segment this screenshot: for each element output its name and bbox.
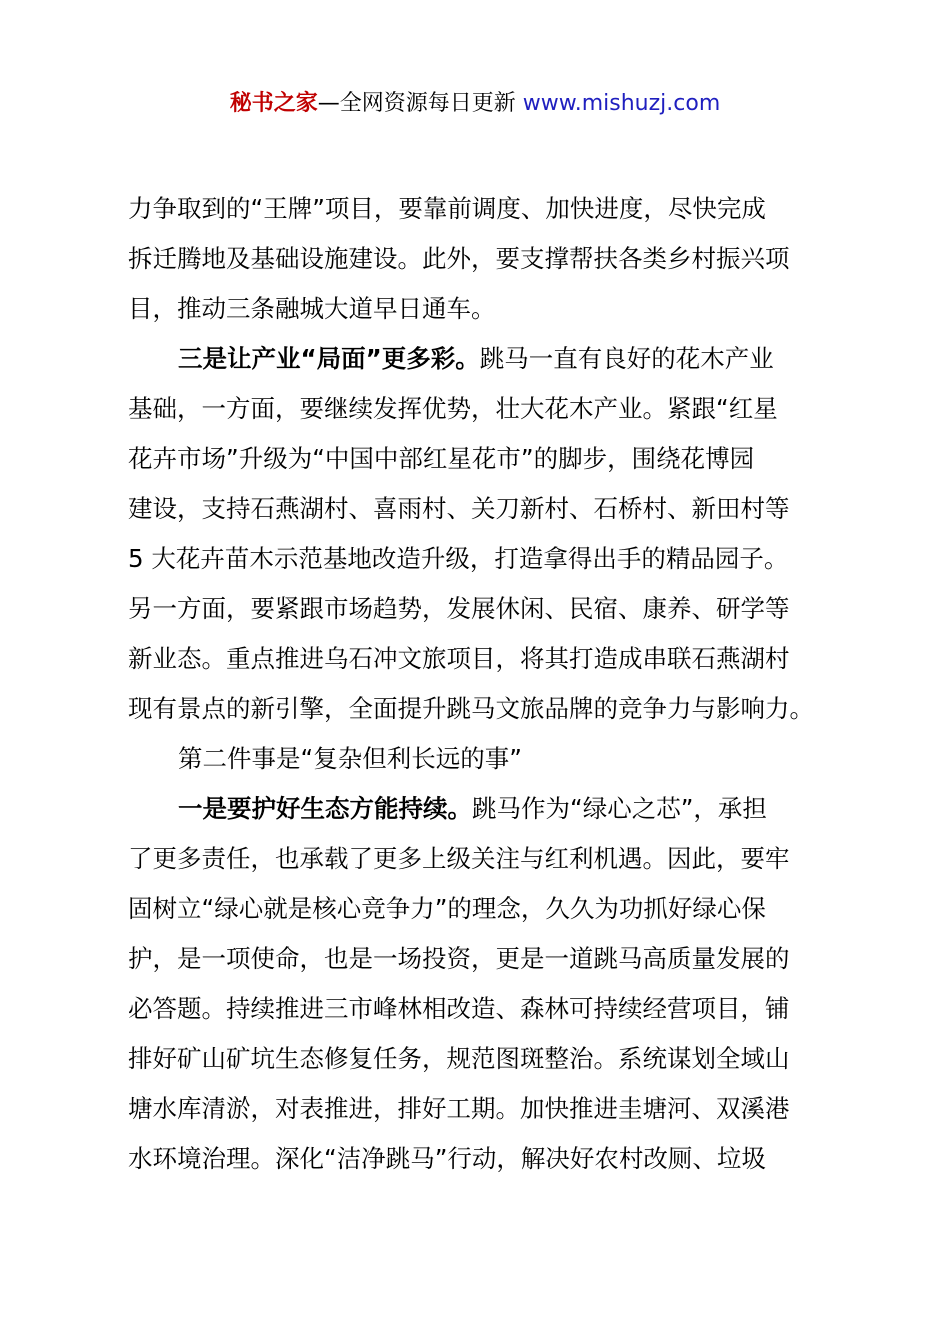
header-slogan: —全网资源每日更新: [317, 91, 523, 116]
brand-name: 秘书之家: [229, 91, 318, 116]
bold-heading-industry: 三是让产业“局面”更多彩。: [178, 344, 480, 373]
text-line-1: 力争取到的“王牌”项目，要靠前调度、加快进度，尽快完成: [128, 194, 766, 223]
text-line-14: 了更多责任，也承载了更多上级关注与红利机遇。因此，要牢: [128, 844, 790, 873]
text-line-8: 5 大花卉苗木示范基地改造升级，打造拿得出手的精品园子。: [128, 544, 789, 573]
paragraph-start-ecology: [128, 784, 832, 834]
text-line-6: 花卉市场”升级为“中国中部红星花市”的脚步，围绕花博园: [128, 444, 755, 473]
bold-heading-ecology: 一是要护好生态方能持续。: [178, 794, 472, 823]
page-header: [0, 86, 950, 122]
text-line-17: 必答题。持续推进三市峰林相改造、森林可持续经营项目，铺: [128, 994, 790, 1023]
text-line-16: 护，是一项使命，也是一场投资，更是一道跳马高质量发展的: [128, 944, 790, 973]
section-title-second-matter: 第二件事是“复杂但利长远的事”: [178, 744, 522, 773]
text-line-19: 塘水库清淤，对表推进，排好工期。加快推进圭塘河、双溪港: [128, 1094, 790, 1123]
text-line-15: 固树立“绿心就是核心竞争力”的理念，久久为功抓好绿心保: [128, 894, 766, 923]
text-line-11: 现有景点的新引擎，全面提升跳马文旅品牌的竞争力与影响力。: [128, 694, 814, 723]
text-line-10: 新业态。重点推进乌石冲文旅项目，将其打造成串联石燕湖村: [128, 644, 790, 673]
text-line-3: 目，推动三条融城大道早日通车。: [128, 294, 496, 323]
text-line-18: 排好矿山矿坑生态修复任务，规范图斑整治。系统谋划全域山: [128, 1044, 790, 1073]
text-line-7: 建设，支持石燕湖村、喜雨村、关刀新村、石桥村、新田村等: [128, 494, 790, 523]
text-line-9: 另一方面，要紧跟市场趋势，发展休闲、民宿、康养、研学等: [128, 594, 790, 623]
paragraph-start-industry: [128, 334, 832, 384]
text-line-13: 跳马作为“绿心之芯”，承担: [472, 794, 767, 823]
text-line-5: 基础，一方面，要继续发挥优势，壮大花木产业。紧跟“红星: [128, 394, 778, 423]
document-body: [128, 184, 832, 1184]
text-line-20: 水环境治理。深化“洁净跳马”行动，解决好农村改厕、垃圾: [128, 1144, 766, 1173]
text-line-2: 拆迁腾地及基础设施建设。此外，要支撑帮扶各类乡村振兴项: [128, 244, 790, 273]
header-url[interactable]: www.mishuzj.com: [522, 91, 721, 116]
text-line-4: 跳马一直有良好的花木产业: [479, 344, 774, 373]
